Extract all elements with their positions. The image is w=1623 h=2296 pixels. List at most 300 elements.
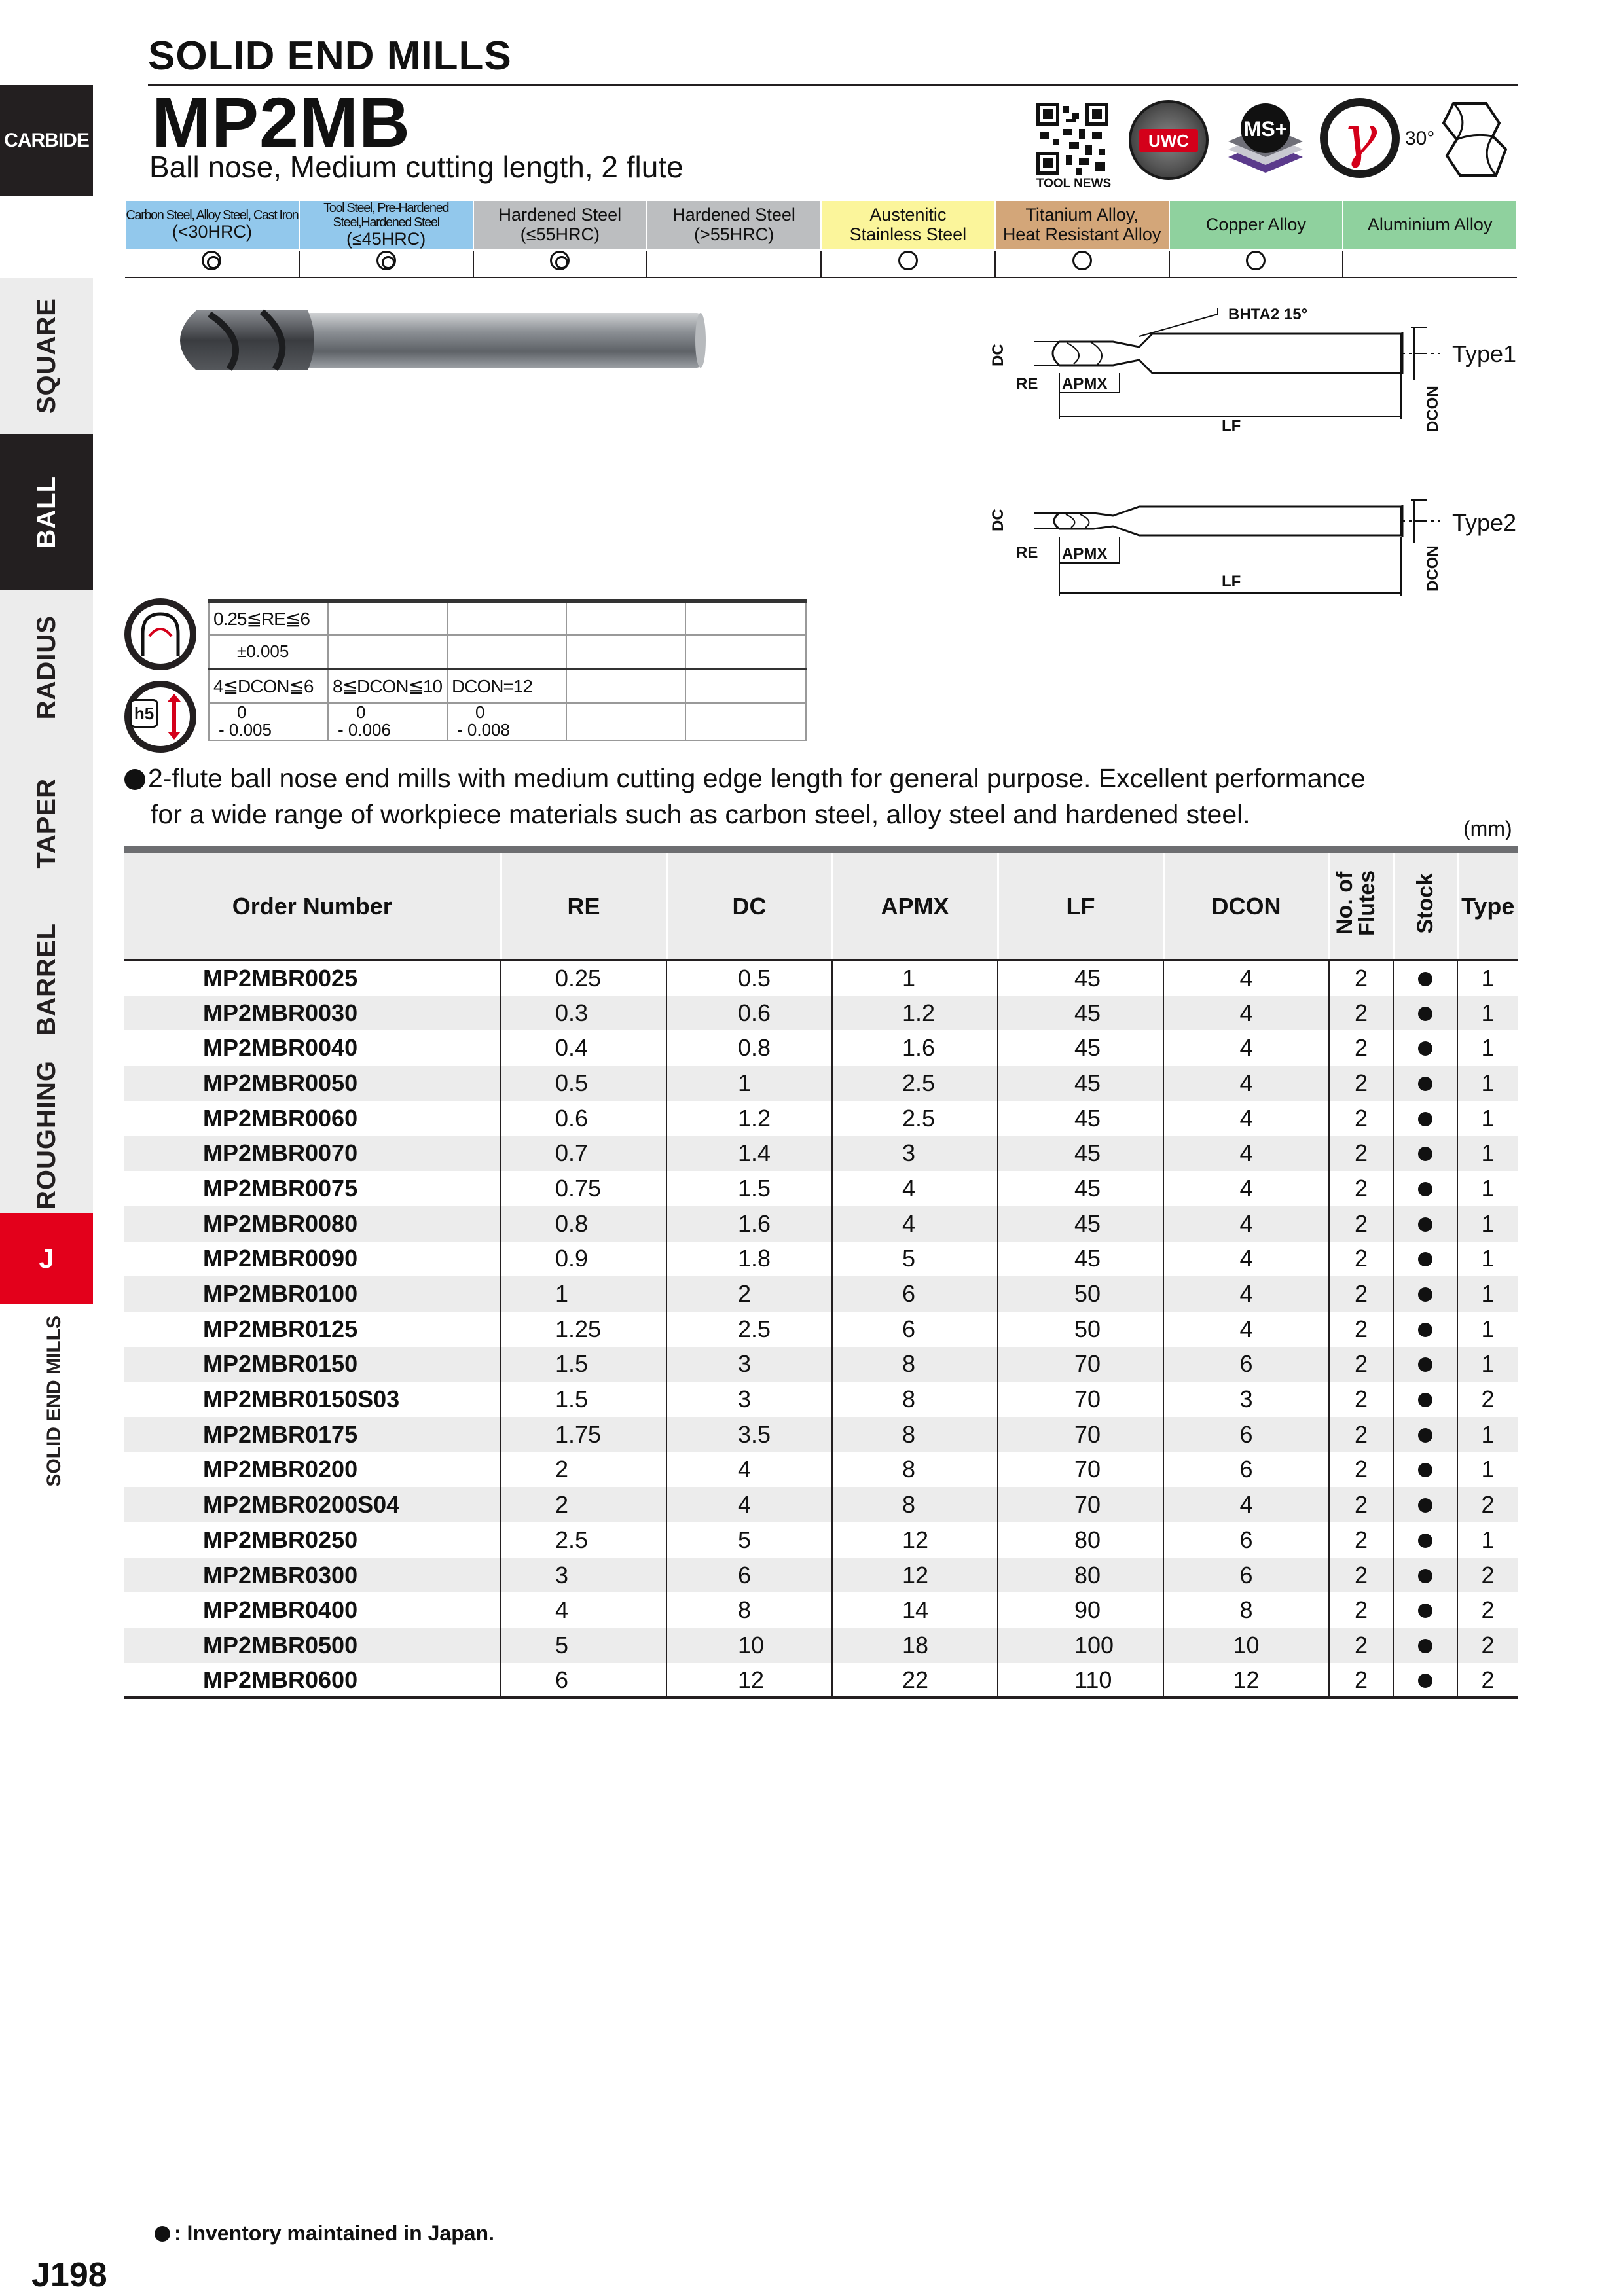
qr-label: TOOL NEWS xyxy=(1036,177,1112,190)
cell-dc: 6 xyxy=(666,1558,832,1593)
cell-lf: 45 xyxy=(998,1242,1163,1277)
header-apmx: APMX xyxy=(832,850,998,960)
radius-tolerance-icon xyxy=(124,598,196,670)
header-stock: Stock xyxy=(1393,850,1457,960)
type1-label: Type1 xyxy=(1452,340,1517,367)
end-mill-photo xyxy=(157,301,707,380)
stock-cell xyxy=(1393,1312,1457,1347)
cell-apmx: 12 xyxy=(832,1558,998,1593)
best-suited-icon xyxy=(202,251,221,270)
cell-order[interactable]: MP2MBR0150 xyxy=(124,1347,501,1382)
material-cell xyxy=(1343,200,1517,250)
cell-order[interactable]: MP2MBR0125 xyxy=(203,1315,358,1342)
cell-re: 0.75 xyxy=(501,1171,666,1206)
material-cell xyxy=(1169,200,1343,250)
cell-dcon: 4 xyxy=(1163,1312,1329,1347)
cell-flutes: 2 xyxy=(1329,1030,1393,1066)
cell-type: 1 xyxy=(1457,1101,1518,1136)
cell-type: 1 xyxy=(1457,1206,1518,1242)
cell-order[interactable]: MP2MBR0080 xyxy=(124,1206,501,1242)
stock-cell xyxy=(1393,1522,1457,1558)
product-description xyxy=(124,761,1460,833)
product-table xyxy=(124,846,1518,1699)
cell-flutes: 2 xyxy=(1329,1276,1393,1312)
re-label: RE xyxy=(1016,375,1038,393)
header-re: RE xyxy=(501,850,666,960)
cell-type: 1 xyxy=(1457,1312,1518,1347)
cell-lf: 70 xyxy=(998,1487,1163,1522)
cell-apmx: 12 xyxy=(832,1522,998,1558)
shank-tolerance-icon xyxy=(124,681,196,753)
table-row xyxy=(124,1206,1518,1242)
in-stock-icon xyxy=(1418,1182,1432,1196)
cell-lf: 100 xyxy=(998,1628,1163,1663)
header-flutes: No. of Flutes xyxy=(1329,850,1393,960)
cell-flutes: 2 xyxy=(1329,1628,1393,1663)
cell-type: 1 xyxy=(1457,1030,1518,1066)
page-number: J198 xyxy=(31,2256,107,2294)
dcon-condition: 8≦DCON≦10 xyxy=(328,669,447,703)
best-suited-icon xyxy=(376,251,396,270)
cell-apmx: 1 xyxy=(832,960,998,996)
type1-drawing xyxy=(982,301,1480,445)
cell-lf: 110 xyxy=(998,1663,1163,1698)
tab-roughing[interactable] xyxy=(0,1057,93,1213)
cell-dcon: 6 xyxy=(1163,1347,1329,1382)
cell-lf: 45 xyxy=(998,1030,1163,1066)
cell-apmx: 2.5 xyxy=(832,1101,998,1136)
dcon-tolerance: 0 - 0.008 xyxy=(447,703,566,740)
cell-apmx: 8 xyxy=(832,1487,998,1522)
in-stock-icon xyxy=(1418,1112,1432,1126)
dcon-tolerance: 0 - 0.005 xyxy=(209,703,328,740)
cell-lf: 45 xyxy=(998,1101,1163,1136)
cell-type: 2 xyxy=(1457,1382,1518,1417)
qr-code-icon[interactable] xyxy=(1036,103,1108,175)
cell-flutes: 2 xyxy=(1329,1592,1393,1628)
cell-lf: 80 xyxy=(998,1522,1163,1558)
cell-order[interactable]: MP2MBR0060 xyxy=(203,1104,358,1132)
cell-order[interactable]: MP2MBR0040 xyxy=(203,1034,358,1062)
stock-cell xyxy=(1393,1136,1457,1171)
tab-carbide[interactable]: CARBIDE xyxy=(0,85,93,196)
re-tolerance: ±0.005 xyxy=(209,635,328,669)
cell-dcon: 4 xyxy=(1163,1136,1329,1171)
cell-dc: 4 xyxy=(666,1487,832,1522)
cell-flutes: 2 xyxy=(1329,996,1393,1031)
cell-flutes: 2 xyxy=(1329,1663,1393,1698)
dcon-condition: 4≦DCON≦6 xyxy=(209,669,328,703)
header-dc: DC xyxy=(666,850,832,960)
cell-flutes: 2 xyxy=(1329,1171,1393,1206)
cell-type: 2 xyxy=(1457,1663,1518,1698)
cell-apmx: 8 xyxy=(832,1417,998,1452)
suitability-cell xyxy=(473,250,647,278)
product-code: MP2MB xyxy=(152,82,411,162)
cell-apmx: 18 xyxy=(832,1628,998,1663)
cell-dcon: 4 xyxy=(1163,960,1329,996)
cell-type: 1 xyxy=(1457,1452,1518,1488)
cell-order[interactable]: MP2MBR0025 xyxy=(203,964,358,992)
cell-re: 2.5 xyxy=(501,1522,666,1558)
cell-dcon: 4 xyxy=(1163,1242,1329,1277)
section-label: SOLID END MILLS xyxy=(43,1316,65,1487)
material-name: Hardened Steel xyxy=(672,205,795,225)
h5-label: h5 xyxy=(130,699,158,728)
cell-flutes: 2 xyxy=(1329,1242,1393,1277)
stock-cell xyxy=(1393,1487,1457,1522)
helix-angle-label: 30° xyxy=(1405,128,1435,149)
suitability-cell xyxy=(995,250,1169,278)
tab-square-label: SQUARE xyxy=(31,298,61,414)
cell-re: 3 xyxy=(501,1558,666,1593)
cell-type: 2 xyxy=(1457,1558,1518,1593)
cell-dc: 10 xyxy=(666,1628,832,1663)
cell-lf: 50 xyxy=(998,1312,1163,1347)
cell-order[interactable]: MP2MBR0175 xyxy=(124,1417,501,1452)
tab-radius-label: RADIUS xyxy=(31,615,61,720)
cell-apmx: 14 xyxy=(832,1592,998,1628)
cell-dcon: 6 xyxy=(1163,1522,1329,1558)
material-hardness: (>55HRC) xyxy=(693,224,775,244)
footnote-text: : Inventory maintained in Japan. xyxy=(174,2221,494,2245)
cell-dc: 4 xyxy=(666,1452,832,1488)
cell-order[interactable]: MP2MBR0600 xyxy=(124,1663,501,1698)
cell-type: 1 xyxy=(1457,1171,1518,1206)
material-name: Aluminium Alloy xyxy=(1367,215,1493,234)
table-row xyxy=(124,1242,1518,1277)
in-stock-icon xyxy=(1418,1357,1432,1372)
cell-apmx: 4 xyxy=(832,1171,998,1206)
cell-re: 1.5 xyxy=(501,1347,666,1382)
stock-dot-icon xyxy=(155,2226,170,2242)
cell-order[interactable]: MP2MBR0090 xyxy=(203,1245,358,1272)
cell-re: 1.5 xyxy=(501,1382,666,1417)
cell-dc: 2 xyxy=(666,1276,832,1312)
cell-dcon: 6 xyxy=(1163,1558,1329,1593)
apmx-label: APMX xyxy=(1062,545,1108,563)
cell-type: 1 xyxy=(1457,1136,1518,1171)
apmx-label: APMX xyxy=(1062,375,1108,393)
cell-re: 5 xyxy=(501,1628,666,1663)
table-row xyxy=(124,1487,1518,1522)
cell-lf: 45 xyxy=(998,1136,1163,1171)
description-line2: for a wide range of workpiece materials such as carbon steel, alloy steel and hardened steel. xyxy=(151,799,1250,829)
cell-dcon: 4 xyxy=(1163,996,1329,1031)
material-name-line2: Heat Resistant Alloy xyxy=(1002,224,1161,244)
cell-apmx: 8 xyxy=(832,1452,998,1488)
cell-dcon: 6 xyxy=(1163,1417,1329,1452)
cell-dcon: 4 xyxy=(1163,1101,1329,1136)
cell-type: 1 xyxy=(1457,1347,1518,1382)
material-cell xyxy=(647,200,821,250)
cell-order[interactable]: MP2MBR0075 xyxy=(203,1174,358,1202)
lf-label: LF xyxy=(1222,417,1241,435)
header-lf: LF xyxy=(998,850,1163,960)
material-cell xyxy=(299,200,473,250)
shank-arrow-icon xyxy=(161,694,187,740)
cell-re: 0.5 xyxy=(501,1066,666,1101)
suitability-cell xyxy=(1169,250,1343,278)
stock-cell xyxy=(1393,1206,1457,1242)
dcon-condition: DCON=12 xyxy=(447,669,566,703)
suitability-cell xyxy=(647,250,821,278)
cell-flutes: 2 xyxy=(1329,1558,1393,1593)
ms-label: MS+ xyxy=(1243,117,1288,141)
cell-re: 1 xyxy=(501,1276,666,1312)
table-row xyxy=(124,1522,1518,1558)
suitability-cell xyxy=(125,250,299,278)
cell-order[interactable]: MP2MBR0050 xyxy=(124,1066,501,1101)
cell-apmx: 8 xyxy=(832,1347,998,1382)
cell-lf: 70 xyxy=(998,1382,1163,1417)
table-row xyxy=(124,1101,1518,1136)
cell-type: 2 xyxy=(1457,1628,1518,1663)
tolerance-table xyxy=(208,599,807,741)
cell-dcon: 4 xyxy=(1163,1066,1329,1101)
cell-apmx: 6 xyxy=(832,1312,998,1347)
cell-order[interactable]: MP2MBR0200S04 xyxy=(124,1487,501,1522)
in-stock-icon xyxy=(1418,1498,1432,1513)
in-stock-icon xyxy=(1418,1041,1432,1056)
material-hardness: (≤55HRC) xyxy=(520,224,600,244)
cell-flutes: 2 xyxy=(1329,1347,1393,1382)
in-stock-icon xyxy=(1418,1147,1432,1161)
cell-apmx: 6 xyxy=(832,1276,998,1312)
type2-label: Type2 xyxy=(1452,509,1517,536)
stock-cell xyxy=(1393,1417,1457,1452)
table-row xyxy=(124,1171,1518,1206)
table-row xyxy=(124,1136,1518,1171)
stock-cell xyxy=(1393,1558,1457,1593)
suitable-icon xyxy=(1072,251,1092,270)
bhta-label: BHTA2 15° xyxy=(1228,306,1308,323)
tab-barrel-label: BARREL xyxy=(31,922,61,1036)
in-stock-icon xyxy=(1418,1217,1432,1232)
table-row xyxy=(124,1030,1518,1066)
description-line1: 2-flute ball nose end mills with medium cutting edge length for general purpose. Excellent performance xyxy=(148,763,1366,793)
cell-order[interactable]: MP2MBR0070 xyxy=(124,1136,501,1171)
suitable-icon xyxy=(1246,251,1266,270)
cell-dc: 1.5 xyxy=(666,1171,832,1206)
cell-apmx: 1.6 xyxy=(832,1030,998,1066)
cell-dcon: 4 xyxy=(1163,1030,1329,1066)
table-row xyxy=(124,1663,1518,1698)
dcon-label: DCON xyxy=(1424,545,1442,592)
cell-re: 0.3 xyxy=(501,996,666,1031)
cell-order[interactable]: MP2MBR0150S03 xyxy=(203,1386,400,1413)
cell-dc: 1 xyxy=(666,1066,832,1101)
stock-cell xyxy=(1393,1101,1457,1136)
cell-lf: 80 xyxy=(998,1558,1163,1593)
material-name: Copper Alloy xyxy=(1205,215,1306,234)
cell-dc: 5 xyxy=(666,1522,832,1558)
rake-angle-icon: γ xyxy=(1320,98,1400,178)
suitability-cell xyxy=(299,250,473,278)
uwc-coating-icon xyxy=(1129,100,1209,180)
cell-lf: 45 xyxy=(998,1171,1163,1206)
dcon-tolerance: 0 - 0.006 xyxy=(328,703,447,740)
stock-cell xyxy=(1393,1592,1457,1628)
table-row xyxy=(124,1558,1518,1593)
cell-type: 1 xyxy=(1457,1276,1518,1312)
cell-lf: 70 xyxy=(998,1417,1163,1452)
table-row xyxy=(124,1382,1518,1417)
cell-re: 0.7 xyxy=(501,1136,666,1171)
cell-re: 0.4 xyxy=(501,1030,666,1066)
dcon-label: DCON xyxy=(1424,386,1442,432)
ms-plus-coating-icon xyxy=(1222,97,1309,185)
cell-order[interactable]: MP2MBR0030 xyxy=(124,996,501,1031)
tab-square[interactable] xyxy=(0,278,93,434)
cell-dc: 1.6 xyxy=(666,1206,832,1242)
cell-re: 0.9 xyxy=(501,1242,666,1277)
cell-dc: 0.6 xyxy=(666,996,832,1031)
material-name: Hardened Steel xyxy=(498,205,622,225)
cell-order[interactable]: MP2MBR0300 xyxy=(124,1558,501,1593)
cell-lf: 45 xyxy=(998,996,1163,1031)
cell-lf: 45 xyxy=(998,1206,1163,1242)
suitability-cell xyxy=(821,250,995,278)
stock-cell xyxy=(1393,1382,1457,1417)
cell-re: 1.25 xyxy=(501,1312,666,1347)
in-stock-icon xyxy=(1418,1674,1432,1688)
cell-dc: 8 xyxy=(666,1592,832,1628)
re-condition: 0.25≦RE≦6 xyxy=(209,601,328,635)
best-suited-icon xyxy=(550,251,570,270)
in-stock-icon xyxy=(1418,1569,1432,1583)
in-stock-icon xyxy=(1418,1639,1432,1653)
product-subtitle: Ball nose, Medium cutting length, 2 flute xyxy=(149,150,684,184)
cell-dcon: 8 xyxy=(1163,1592,1329,1628)
cell-order[interactable]: MP2MBR0250 xyxy=(203,1526,358,1553)
in-stock-icon xyxy=(1418,1007,1432,1021)
cell-re: 1.75 xyxy=(501,1417,666,1452)
category-title: SOLID END MILLS xyxy=(148,33,512,79)
cell-order[interactable]: MP2MBR0400 xyxy=(203,1596,358,1624)
cell-flutes: 2 xyxy=(1329,1101,1393,1136)
cell-dc: 1.2 xyxy=(666,1101,832,1136)
helix-end-view-icon xyxy=(1434,97,1512,182)
stock-cell xyxy=(1393,996,1457,1031)
table-row xyxy=(124,1276,1518,1312)
cell-flutes: 2 xyxy=(1329,1487,1393,1522)
cell-lf: 90 xyxy=(998,1592,1163,1628)
material-cell xyxy=(995,200,1169,250)
re-label: RE xyxy=(1016,544,1038,562)
in-stock-icon xyxy=(1418,1252,1432,1266)
stock-cell xyxy=(1393,1452,1457,1488)
cell-dc: 1.4 xyxy=(666,1136,832,1171)
stock-cell xyxy=(1393,960,1457,996)
table-row xyxy=(124,1452,1518,1488)
cell-apmx: 2.5 xyxy=(832,1066,998,1101)
header-dcon: DCON xyxy=(1163,850,1329,960)
tab-roughing-label: ROUGHING xyxy=(31,1060,61,1210)
stock-cell xyxy=(1393,1066,1457,1101)
tab-barrel[interactable] xyxy=(0,901,93,1057)
tab-taper[interactable] xyxy=(0,745,93,901)
cell-flutes: 2 xyxy=(1329,960,1393,996)
ball-profile-icon xyxy=(136,610,185,658)
tab-ball[interactable] xyxy=(0,434,93,590)
in-stock-icon xyxy=(1418,972,1432,986)
cell-type: 2 xyxy=(1457,1592,1518,1628)
table-row xyxy=(124,1628,1518,1663)
material-name: Carbon Steel, Alloy Steel, Cast Iron xyxy=(126,208,299,223)
tab-radius[interactable] xyxy=(0,590,93,745)
bullet-icon xyxy=(124,769,145,790)
cell-dc: 12 xyxy=(666,1663,832,1698)
cell-type: 1 xyxy=(1457,996,1518,1031)
stock-cell xyxy=(1393,1663,1457,1698)
cell-dc: 3 xyxy=(666,1382,832,1417)
cell-dcon: 4 xyxy=(1163,1276,1329,1312)
dc-label: DC xyxy=(989,344,1007,367)
cell-apmx: 5 xyxy=(832,1242,998,1277)
cell-lf: 45 xyxy=(998,1066,1163,1101)
material-hardness: (≤45HRC) xyxy=(346,229,426,249)
cell-dcon: 4 xyxy=(1163,1487,1329,1522)
cell-dcon: 6 xyxy=(1163,1452,1329,1488)
cell-apmx: 3 xyxy=(832,1136,998,1171)
stock-cell xyxy=(1393,1276,1457,1312)
stock-cell xyxy=(1393,1171,1457,1206)
cell-lf: 70 xyxy=(998,1452,1163,1488)
cell-dc: 1.8 xyxy=(666,1242,832,1277)
type2-drawing xyxy=(982,484,1480,615)
table-row xyxy=(124,1592,1518,1628)
footnote xyxy=(155,2221,494,2246)
in-stock-icon xyxy=(1418,1463,1432,1477)
cell-re: 6 xyxy=(501,1663,666,1698)
cell-flutes: 2 xyxy=(1329,1382,1393,1417)
cell-order[interactable]: MP2MBR0200 xyxy=(203,1456,358,1483)
header-order-number: Order Number xyxy=(124,850,501,960)
cell-re: 2 xyxy=(501,1487,666,1522)
cell-dc: 0.8 xyxy=(666,1030,832,1066)
stock-cell xyxy=(1393,1030,1457,1066)
in-stock-icon xyxy=(1418,1323,1432,1337)
cell-flutes: 2 xyxy=(1329,1066,1393,1101)
tab-ball-label: BALL xyxy=(31,475,61,548)
cell-re: 4 xyxy=(501,1592,666,1628)
cell-type: 1 xyxy=(1457,1242,1518,1277)
cell-order[interactable]: MP2MBR0500 xyxy=(124,1628,501,1663)
cell-flutes: 2 xyxy=(1329,1452,1393,1488)
cell-type: 1 xyxy=(1457,1522,1518,1558)
tab-j[interactable]: J xyxy=(0,1213,93,1304)
cell-dc: 3 xyxy=(666,1347,832,1382)
material-hardness: (<30HRC) xyxy=(172,222,253,242)
work-material-table xyxy=(124,200,1518,278)
cell-type: 1 xyxy=(1457,1066,1518,1101)
cell-order[interactable]: MP2MBR0100 xyxy=(124,1276,501,1312)
cell-lf: 45 xyxy=(998,960,1163,996)
in-stock-icon xyxy=(1418,1287,1432,1302)
cell-lf: 70 xyxy=(998,1347,1163,1382)
lf-label: LF xyxy=(1222,573,1241,590)
stock-cell xyxy=(1393,1242,1457,1277)
in-stock-icon xyxy=(1418,1428,1432,1443)
cell-flutes: 2 xyxy=(1329,1312,1393,1347)
material-cell xyxy=(821,200,995,250)
material-name: Austenitic xyxy=(869,205,947,225)
cell-dcon: 4 xyxy=(1163,1171,1329,1206)
suitable-icon xyxy=(898,251,918,270)
unit-label: (mm) xyxy=(1463,817,1512,840)
material-name: Tool Steel, Pre-Hardened Steel,Hardened Steel xyxy=(323,201,449,230)
